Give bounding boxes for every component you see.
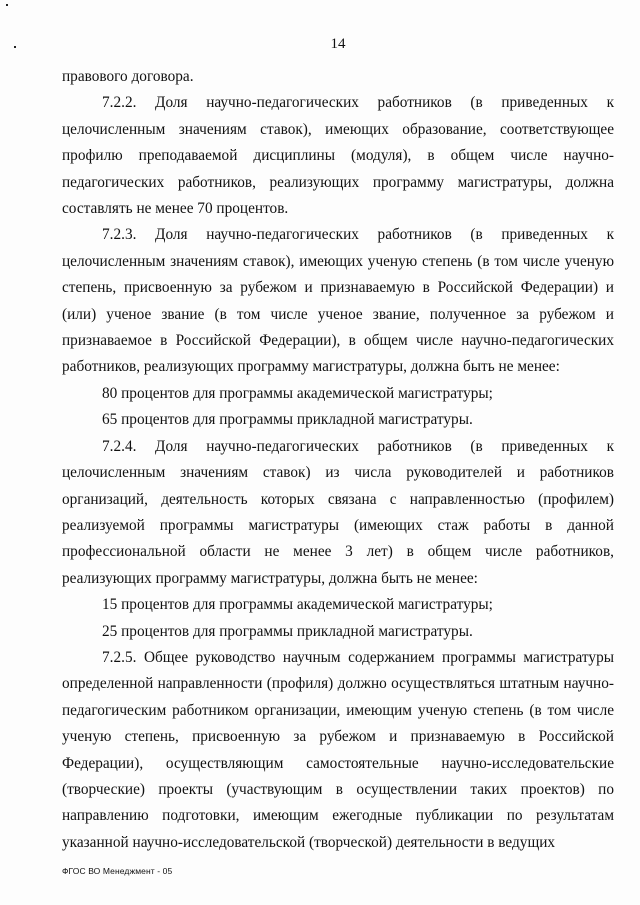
paragraph-7-2-2: 7.2.2. Доля научно-педагогических работников (в приведенных к целочисленным значениям ставок), имеющих образование, соответствующее профилю преподаваемой дисциплины (модуля), в общем числе научно-педагогических работников, реализующих программу магистратуры, должна составлять не менее 70 процентов. (62, 94, 614, 218)
paragraph-list-item: 25 процентов для программы прикладной магистратуры. (102, 622, 473, 640)
page-number: 14 (330, 36, 346, 52)
document-body (62, 64, 614, 856)
paragraph: правового договора. (62, 68, 194, 85)
paragraph-7-2-4: 7.2.4. Доля научно-педагогических работников (в приведенных к целочисленным значениям ставок) из числа руководителей и работников организаций, деятельность которых связана с направленностью (профилем) реализуемой программы магистратуры (имеющих стаж работы в данной профессиональной области не менее 3 лет) в общем числе работников, реализующих программу магистратуры, должна быть не менее: (62, 437, 614, 587)
page-footer: ФГОС ВО Менеджмент - 05 (62, 866, 173, 876)
paragraph-7-2-3: 7.2.3. Доля научно-педагогических работников (в приведенных к целочисленным значениям ставок), имеющих ученую степень (в том числе ученую степень, присвоенную за рубежом и признаваемую в Российской Федерации) и (или) ученое звание (в том числе ученое звание, полученное за рубежом и признаваемое в Российской Федерации), в общем числе научно-педагогических работников, реализующих программу магистратуры, должна быть не менее: (62, 226, 614, 376)
paragraph-7-2-5: 7.2.5. Общее руководство научным содержанием программы магистратуры определенной направленности (профиля) должно осуществляться штатным научно-педагогическим работником организации, имеющим ученую степень (в том числе ученую степень, присвоенную за рубежом и признаваемую в Российской Федерации), осуществляющим самостоятельные научно-исследовательские (творческие) проекты (участвующим в осуществлении таких проектов) по направлению подготовки, имеющим ежегодные публикации по результатам указанной научно-исследовательской (творческой) деятельности в ведущих (62, 648, 614, 851)
scan-speck (6, 4, 8, 6)
paragraph-list-item: 15 процентов для программы академической магистратуры; (102, 596, 493, 614)
paragraph-list-item: 65 процентов для программы прикладной магистратуры. (102, 411, 473, 429)
paragraph-list-item: 80 процентов для программы академической магистратуры; (102, 384, 493, 402)
